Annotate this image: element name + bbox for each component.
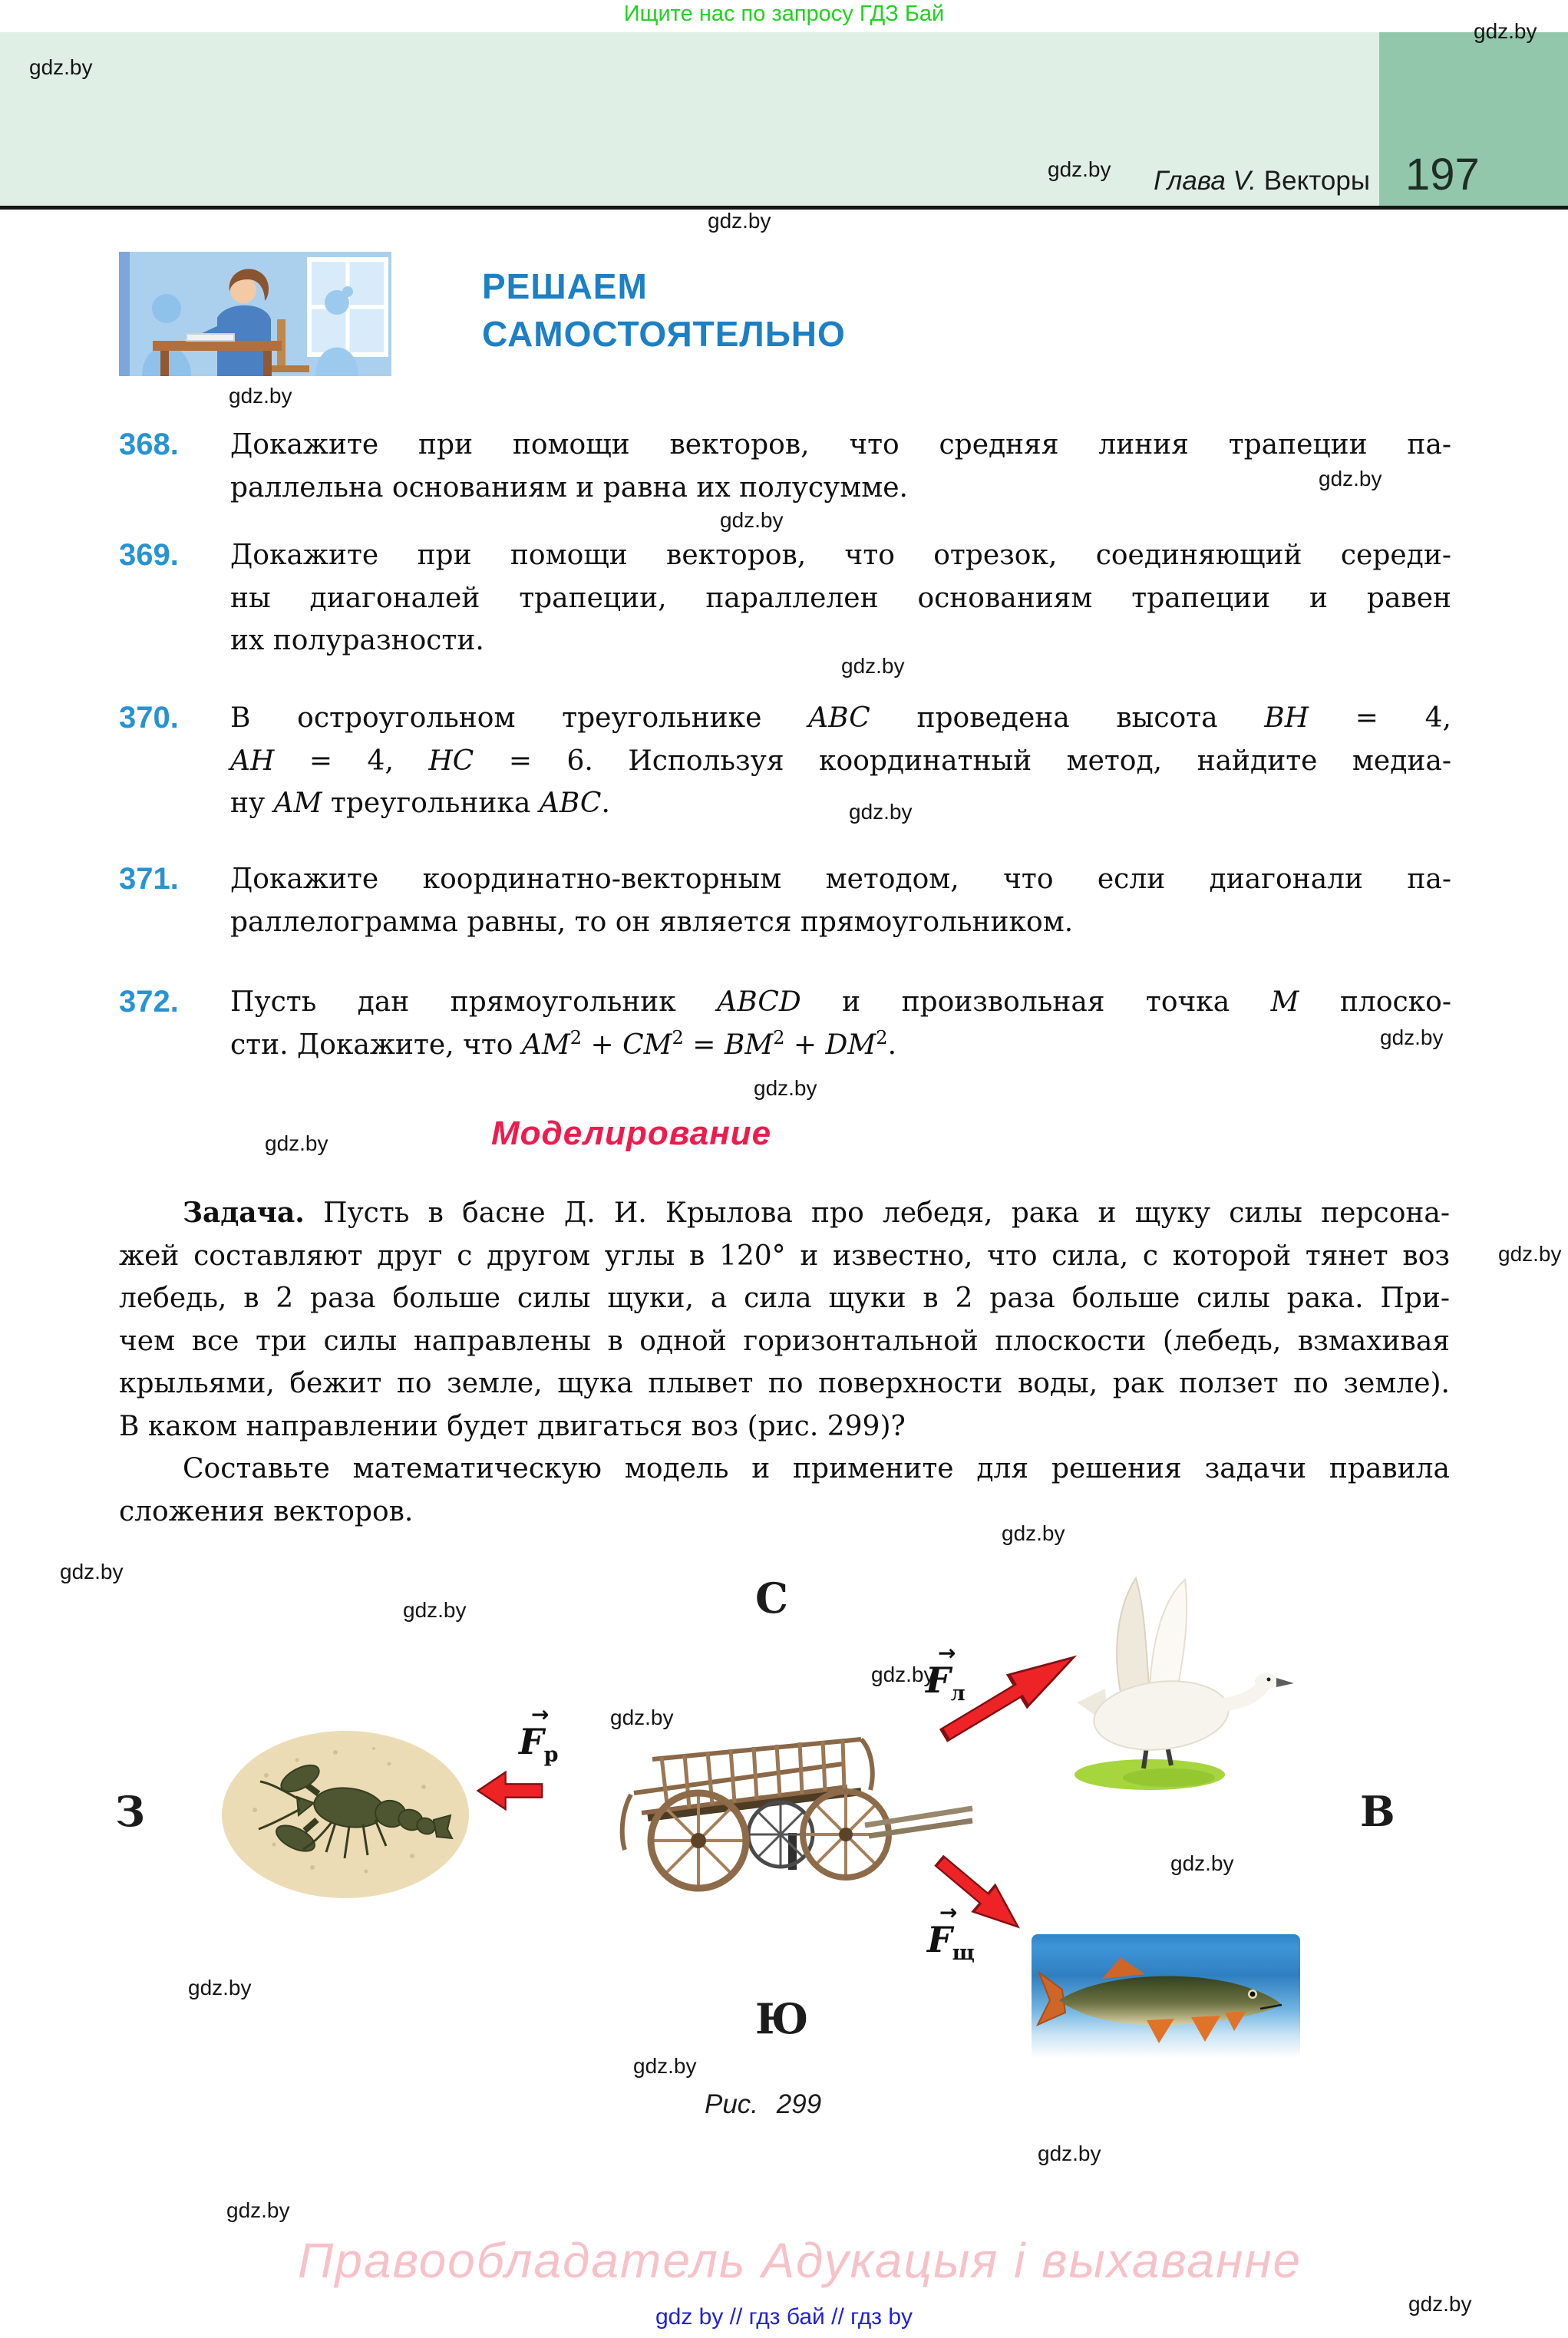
gdz-watermark: gdz.by — [849, 800, 913, 824]
text-line: их полуразности. — [230, 625, 484, 656]
problem-text — [230, 858, 1451, 943]
problem-text — [230, 981, 1451, 1066]
text-line: чем все три силы направлены в одной горизонтальной плоскости (лебедь, взмахивая — [119, 1325, 1450, 1357]
top-banner-text: Ищите нас по запросу ГДЗ Бай — [623, 2, 945, 26]
vector-arrow-icon: → — [938, 1640, 956, 1666]
gdz-watermark: gdz.by — [1408, 2292, 1472, 2316]
problem-number: 370. — [119, 701, 179, 735]
vector-arrow-icon: → — [939, 1900, 958, 1925]
text-line: Докажите координатно-векторным методом, что если диагонали па- — [230, 864, 1451, 895]
gdz-watermark: gdz.by — [633, 2054, 697, 2078]
problem-number: 369. — [119, 538, 179, 572]
text-line: Составьте математическую модель и примените для решения задачи правила — [183, 1453, 1450, 1484]
gdz-watermark: gdz.by — [1498, 1242, 1562, 1266]
pike-image — [1032, 1934, 1300, 2063]
force-symbol: F — [927, 1919, 952, 1960]
problem-370 — [119, 697, 1451, 825]
force-label-pike — [927, 1900, 975, 1965]
gdz-watermark: gdz.by — [29, 55, 93, 79]
problem-372 — [119, 981, 1451, 1066]
gdz-watermark: gdz.by — [60, 1560, 124, 1583]
gdz-watermark: gdz.by — [1170, 1851, 1234, 1875]
text-line: сложения векторов. — [119, 1495, 414, 1527]
header-rule — [0, 206, 1568, 210]
section-heading-line1: РЕШАЕМ — [482, 266, 648, 306]
page-number-box — [1379, 32, 1568, 206]
text-line: AH = 4, HC = 6. Используя координатный метод, найдите медиа- — [230, 745, 1451, 777]
chapter-number: Глава V. — [1154, 166, 1257, 196]
compass-east-label: В — [1360, 1787, 1395, 1836]
force-label-crayfish — [519, 1702, 559, 1767]
text-line: Докажите при помощи векторов, что отрезок, соединяющий середи- — [230, 540, 1451, 571]
cart-image — [608, 1719, 979, 1897]
vector-arrow-icon: → — [531, 1702, 550, 1727]
problem-text — [230, 697, 1451, 825]
text-line: ну AM треугольника ABC. — [230, 788, 610, 819]
section-heading-line2: САМОСТОЯТЕЛЬНО — [482, 314, 846, 354]
text-line: Задача. Пусть в басне Д. И. Крылова про лебедя, рака и щуку силы персона- — [183, 1197, 1450, 1229]
force-symbol: F — [519, 1721, 544, 1762]
text-line: жей составляют друг с другом углы в 120° и известно, что сила, с которой тянет воз — [119, 1240, 1450, 1272]
gdz-watermark: gdz.by — [1319, 467, 1382, 490]
modeling-heading: Моделирование — [491, 1115, 772, 1152]
text-line: лебедь, в 2 раза больше силы щуки, а сила щуки в 2 раза больше силы рака. При- — [119, 1283, 1450, 1314]
problem-text — [230, 534, 1451, 662]
gdz-watermark: gdz.by — [1048, 157, 1111, 181]
gdz-watermark: gdz.by — [1002, 1521, 1065, 1545]
compass-south-label: Ю — [755, 1994, 809, 2043]
gdz-watermark: gdz.by — [708, 209, 771, 233]
problem-371 — [119, 858, 1451, 943]
problem-number: 372. — [119, 985, 179, 1019]
text-line: крыльями, бежит по земле, щука плывет по поверхности воды, рак ползет по земле). — [119, 1368, 1450, 1399]
text-line: Пусть дан прямоугольник ABCD и произвольная точка M плоско- — [230, 986, 1451, 1018]
gdz-watermark: gdz.by — [188, 1976, 252, 2000]
compass-north-label: С — [755, 1574, 788, 1623]
gdz-watermark: gdz.by — [720, 508, 784, 532]
classroom-illustration — [119, 252, 391, 376]
page-number: 197 — [1405, 150, 1480, 200]
gdz-watermark: gdz.by — [754, 1076, 817, 1100]
chapter-name: Векторы — [1256, 166, 1370, 196]
gdz-watermark: gdz.by — [841, 654, 905, 678]
compass-west-label: З — [115, 1787, 145, 1836]
problem-368 — [119, 424, 1451, 509]
text-line: В каком направлении будет двигаться воз (рис. 299)? — [119, 1410, 906, 1442]
task-paragraph — [119, 1192, 1450, 1533]
gdz-watermark: gdz.by — [1380, 1025, 1444, 1049]
problem-369 — [119, 534, 1451, 662]
gdz-watermark: gdz.by — [265, 1131, 328, 1155]
problem-number: 368. — [119, 428, 179, 461]
force-subscript: л — [950, 1682, 966, 1706]
force-subscript: р — [543, 1743, 559, 1767]
footer-links[interactable]: gdz by // гдз бай // гдз by — [655, 2304, 913, 2330]
problem-text — [230, 424, 1451, 509]
chapter-title — [1154, 166, 1370, 196]
gdz-watermark: gdz.by — [226, 2198, 290, 2222]
text-line: раллелограмма равны, то он является прямоугольником. — [230, 906, 1074, 938]
text-line: сти. Докажите, что $AM^2 + CM^2 = BM^2 + DM^2$. — [230, 1026, 897, 1061]
figure-caption: Рис. 299 — [705, 2089, 822, 2119]
text-line: раллельна основаниям и равна их полусумме. — [230, 471, 908, 504]
force-symbol: F — [926, 1659, 951, 1701]
text-line: ны диагоналей трапеции, параллелен основаниям трапеции и равен — [230, 582, 1451, 614]
crayfish-force-arrow — [476, 1768, 543, 1813]
swan-image — [1035, 1574, 1311, 1798]
gdz-watermark: gdz.by — [1474, 19, 1537, 43]
gdz-watermark: gdz.by — [403, 1598, 467, 1622]
text-line: Докажите при помощи векторов, что средняя линия трапеции па- — [230, 429, 1451, 461]
problem-number: 371. — [119, 862, 179, 896]
gdz-watermark: gdz.by — [610, 1706, 674, 1729]
gdz-watermark: gdz.by — [1038, 2142, 1101, 2165]
page-header — [0, 32, 1568, 206]
gdz-watermark: gdz.by — [229, 384, 292, 408]
text-line: В остроугольном треугольнике ABC проведена высота BH = 4, — [230, 702, 1451, 734]
crayfish-image — [220, 1729, 470, 1900]
copyright-text: Правообладатель Адукацыя і выхаванне — [298, 2233, 1302, 2288]
force-subscript: щ — [952, 1941, 975, 1965]
gdz-watermark: gdz.by — [871, 1663, 935, 1686]
